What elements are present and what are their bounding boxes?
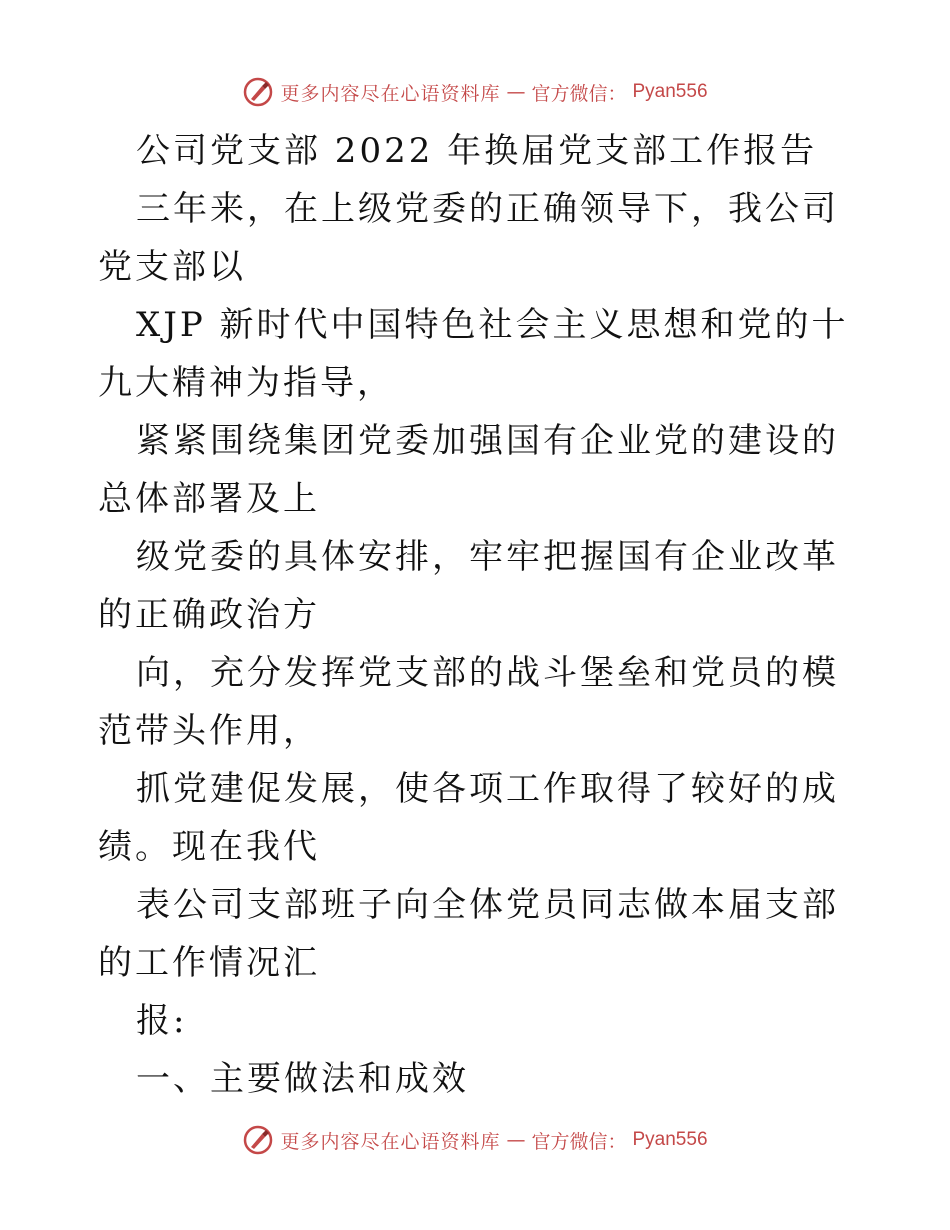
watermark-footer: [0, 1120, 950, 1160]
watermark-separator: —: [506, 1129, 526, 1151]
paragraph: XJP 新时代中国特色社会主义思想和党的十九大精神为指导，: [98, 305, 849, 403]
watermark-separator: —: [506, 81, 526, 103]
pen-logo-icon: [242, 76, 274, 108]
paragraph: 向，充分发挥党支部的战斗堡垒和党员的模范带头作用，: [98, 653, 839, 751]
document-body: [98, 122, 858, 1108]
paragraph: 报:: [136, 1001, 188, 1041]
watermark-text: 更多内容尽在心语资料库: [280, 1130, 501, 1153]
paragraph: 级党委的具体安排，牢牢把握国有企业改革的正确政治方: [98, 537, 839, 635]
watermark-wechat-handle: Pyan556: [632, 1129, 708, 1150]
paragraph: 三年来，在上级党委的正确领导下，我公司党支部以: [98, 189, 839, 287]
watermark-wechat-handle: Pyan556: [632, 81, 708, 102]
watermark-wechat-label: 官方微信：: [531, 1130, 627, 1153]
pen-logo-icon: [242, 1124, 274, 1156]
watermark-header: [0, 72, 950, 112]
section-heading: 一、主要做法和成效: [136, 1059, 469, 1099]
paragraph: 表公司支部班子向全体党员同志做本届支部的工作情况汇: [98, 885, 839, 983]
watermark-wechat-label: 官方微信：: [531, 82, 627, 105]
watermark-text: 更多内容尽在心语资料库: [280, 82, 501, 105]
paragraph: 紧紧围绕集团党委加强国有企业党的建设的总体部署及上: [98, 421, 839, 519]
document-title: 公司党支部 2022 年换届党支部工作报告: [136, 131, 818, 171]
paragraph: 抓党建促发展，使各项工作取得了较好的成绩。现在我代: [98, 769, 839, 867]
